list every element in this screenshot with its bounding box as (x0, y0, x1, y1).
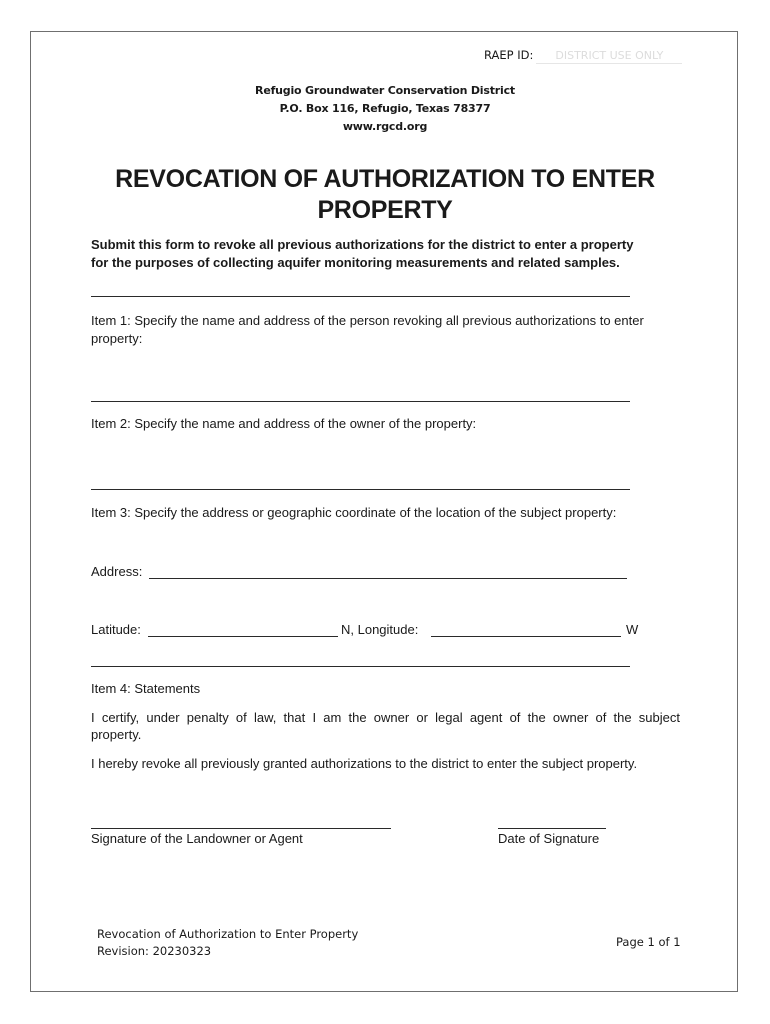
revoke-statement: I hereby revoke all previously granted authorizations to the district to enter the subject property. (91, 756, 638, 771)
intro-line-2: for the purposes of collecting aquifer monitoring measurements and related samples. (91, 255, 620, 270)
district-name: Refugio Groundwater Conservation District (255, 84, 515, 97)
page-number: Page 1 of 1 (616, 935, 681, 949)
footer-form-name: Revocation of Authorization to Enter Property (97, 927, 359, 941)
address-label: Address: (91, 564, 143, 579)
item-1-instruction: Item 1: Specify the name and address of the person revoking all previous authorizations to enter (91, 313, 644, 328)
latitude-label: Latitude: (91, 622, 141, 637)
district-address: P.O. Box 116, Refugio, Texas 78377 (279, 102, 491, 115)
item-3-instruction: Item 3: Specify the address or geographic coordinate of the location of the subject property: (91, 505, 617, 520)
raep-id (484, 48, 682, 64)
west-label: W (626, 622, 639, 637)
date-field[interactable] (498, 828, 606, 829)
section-divider (91, 489, 630, 490)
item-4-heading: Item 4: Statements (91, 681, 201, 696)
item-2-instruction: Item 2: Specify the name and address of the owner of the property: (91, 416, 477, 431)
raep-id-field[interactable]: DISTRICT USE ONLY (536, 49, 682, 64)
longitude-label: N, Longitude: (341, 622, 419, 637)
intro-line-1: Submit this form to revoke all previous authorizations for the district to enter a property (91, 237, 634, 252)
item-1-instruction-cont: property: (91, 331, 143, 346)
form-title-line-1: REVOCATION OF AUTHORIZATION TO ENTER (115, 165, 655, 193)
form-title-line-2: PROPERTY (317, 196, 453, 224)
date-label: Date of Signature (498, 831, 600, 846)
footer-revision: Revision: 20230323 (97, 944, 212, 958)
signature-field[interactable] (91, 828, 391, 829)
latitude-field[interactable] (148, 636, 338, 637)
signature-label: Signature of the Landowner or Agent (91, 831, 303, 846)
longitude-field[interactable] (431, 636, 621, 637)
section-divider (91, 401, 630, 402)
address-field[interactable] (149, 578, 627, 579)
certify-statement: I certify, under penalty of law, that I am the owner or legal agent of the owner of the subject (91, 710, 680, 725)
section-divider (91, 296, 630, 297)
district-website: www.rgcd.org (342, 120, 428, 133)
certify-statement-cont: property. (91, 727, 142, 742)
raep-id-label: RAEP ID: (484, 48, 534, 62)
section-divider (91, 666, 630, 667)
